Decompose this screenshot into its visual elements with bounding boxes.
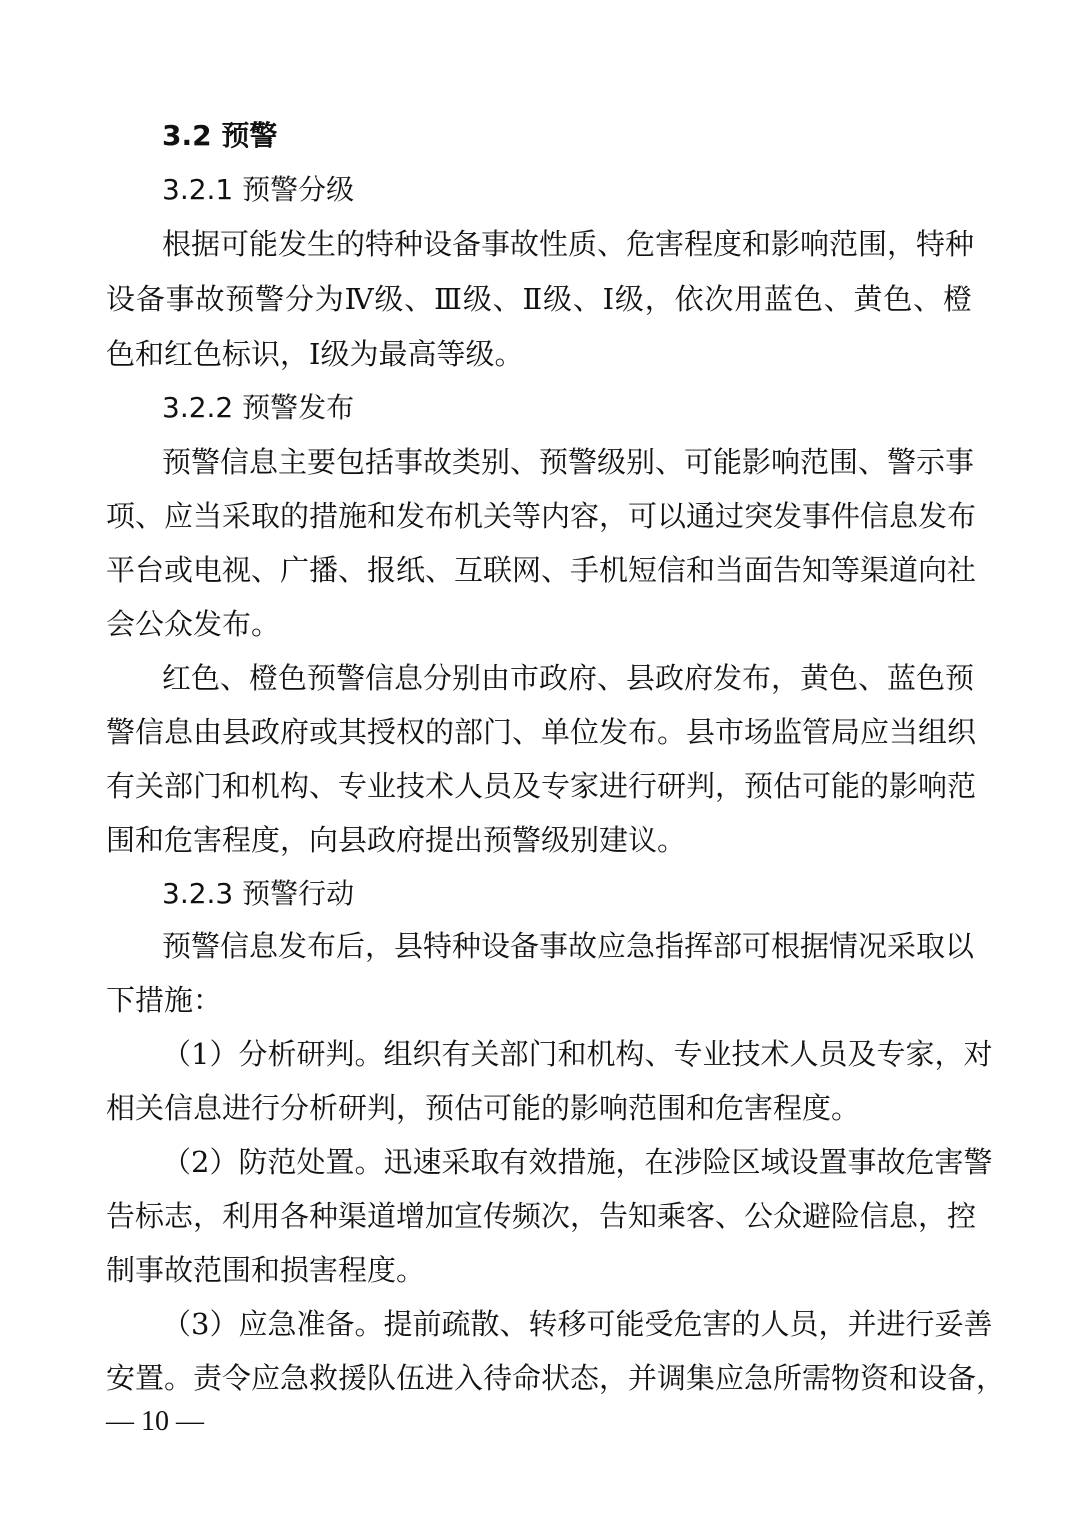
- list-item-line: （3）应急准备。提前疏散、转移可能受危害的人员，并进行妥善: [162, 1307, 993, 1341]
- section-heading-3-2-1: 3.2.1 预警分级: [162, 173, 355, 206]
- list-item-line: （1）分析研判。组织有关部门和机构、专业技术人员及专家，对: [162, 1037, 993, 1071]
- paragraph-line: 色和红色标识，Ⅰ级为最高等级。: [106, 337, 524, 371]
- list-item-line: 安置。责令应急救援队伍进入待命状态，并调集应急所需物资和设备，: [106, 1361, 1006, 1395]
- paragraph-line: 预警信息发布后，县特种设备事故应急指挥部可根据情况采取以: [162, 929, 975, 963]
- paragraph-line: 预警信息主要包括事故类别、预警级别、可能影响范围、警示事: [162, 445, 975, 479]
- paragraph-line: 根据可能发生的特种设备事故性质、危害程度和影响范围，特种: [162, 227, 975, 261]
- paragraph-line: 警信息由县政府或其授权的部门、单位发布。县市场监管局应当组织: [106, 715, 977, 749]
- paragraph-line: 红色、橙色预警信息分别由市政府、县政府发布，黄色、蓝色预: [162, 661, 975, 695]
- paragraph-line: 项、应当采取的措施和发布机关等内容，可以通过突发事件信息发布: [106, 499, 977, 533]
- section-heading-3-2: 3.2 预警: [162, 119, 278, 152]
- paragraph-line: 会公众发布。: [106, 607, 281, 641]
- paragraph-line: 平台或电视、广播、报纸、互联网、手机短信和当面告知等渠道向社: [106, 553, 977, 587]
- paragraph-line: 有关部门和机构、专业技术人员及专家进行研判，预估可能的影响范: [106, 769, 977, 803]
- section-heading-3-2-2: 3.2.2 预警发布: [162, 391, 355, 424]
- list-item-line: （2）防范处置。迅速采取有效措施，在涉险区域设置事故危害警: [162, 1145, 993, 1179]
- section-heading-3-2-3: 3.2.3 预警行动: [162, 877, 355, 910]
- paragraph-line: 下措施：: [106, 983, 223, 1017]
- paragraph-line: 围和危害程度，向县政府提出预警级别建议。: [106, 823, 687, 857]
- list-item-line: 告标志，利用各种渠道增加宣传频次，告知乘客、公众避险信息，控: [106, 1199, 977, 1233]
- page-number: — 10 —: [106, 1406, 204, 1437]
- list-item-line: 相关信息进行分析研判，预估可能的影响范围和危害程度。: [106, 1091, 861, 1125]
- paragraph-line: 设备事故预警分为Ⅳ级、Ⅲ级、Ⅱ级、Ⅰ级，依次用蓝色、黄色、橙: [106, 282, 972, 316]
- list-item-line: 制事故范围和损害程度。: [106, 1253, 426, 1287]
